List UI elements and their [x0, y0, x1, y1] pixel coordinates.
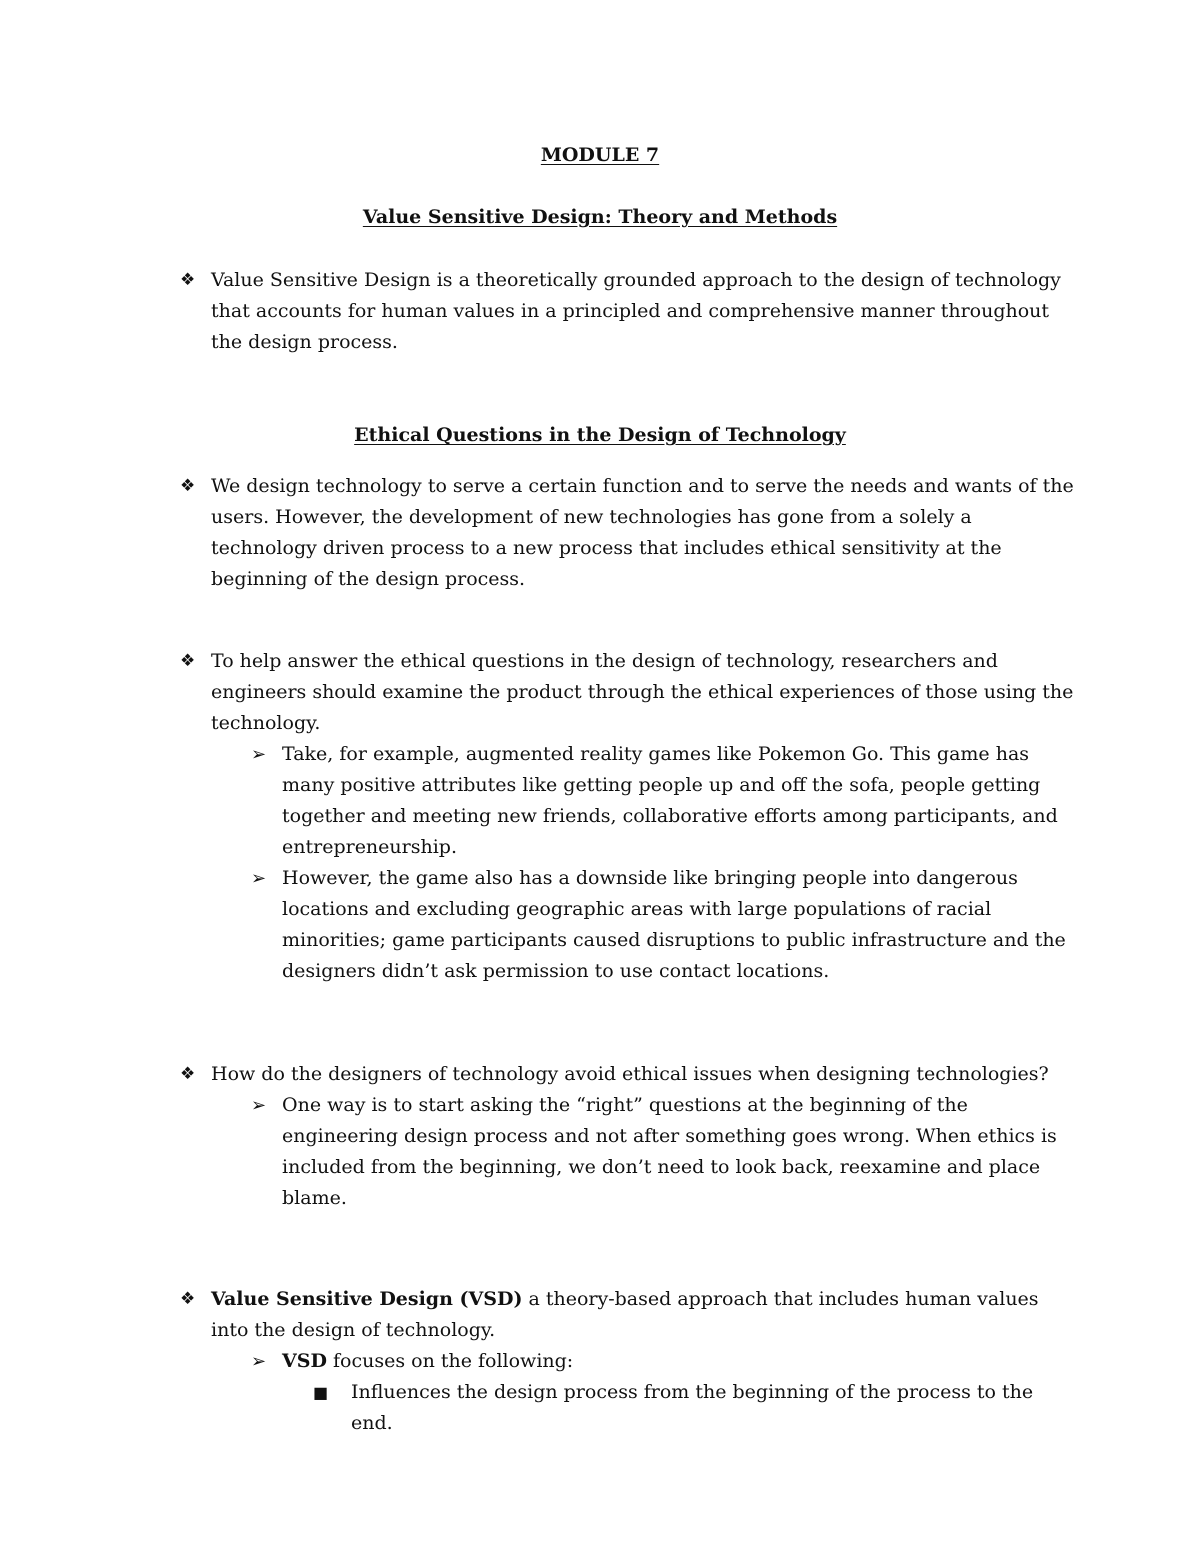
bullet-text: We design technology to serve a certain function and to serve the needs and wants of the users. However, the development of new technologies has gone from a solely a technology driven process to a new process that includes ethical sensitivity at the beginning of the design process.: [211, 475, 1074, 590]
diamond-bullet-icon: ❖: [180, 1064, 196, 1084]
sub-bullet-pokemon-go: [251, 739, 1080, 863]
bullet-text-rest: a theory-based approach that includes human values into the design of technology.: [211, 1288, 1039, 1341]
bullet-item-vsd-definition: [180, 265, 1080, 358]
square-bullet-icon: ■: [313, 1383, 329, 1402]
diamond-bullet-icon: ❖: [180, 651, 196, 671]
bullet-item-ethical-experiences: [180, 646, 1080, 987]
diamond-bullet-icon: ❖: [180, 1289, 196, 1309]
arrowhead-bullet-icon: ➢: [251, 1351, 267, 1372]
bullet-text: To help answer the ethical questions in the design of technology, researchers and engineers should examine the product through the ethical experiences of those using the technology.: [211, 650, 1074, 734]
sub-bullet-text: One way is to start asking the “right” questions at the beginning of the engineering design process and not after something goes wrong. When ethics is included from the beginning, we don’t need to look back, reexamine and place blame.: [282, 1094, 1057, 1209]
arrowhead-bullet-icon: ➢: [251, 868, 267, 889]
section-heading-ethical-questions: Ethical Questions in the Design of Technology: [354, 424, 846, 446]
sub-sub-bullet-text: Influences the design process from the beginning of the process to the end.: [351, 1381, 1034, 1434]
sub-bullet-right-questions: [251, 1090, 1080, 1214]
bullet-item-design-purpose: [180, 471, 1080, 595]
diamond-bullet-icon: ❖: [180, 270, 196, 290]
diamond-bullet-icon: ❖: [180, 476, 196, 496]
bold-term-vsd-short: VSD: [282, 1350, 327, 1372]
bullet-text: Value Sensitive Design is a theoretically grounded approach to the design of technology that accounts for human values in a principled and comprehensive manner throughout the design process.: [211, 269, 1061, 353]
sub-bullet-text: However, the game also has a downside like bringing people into dangerous locations and excluding geographic areas with large populations of racial minorities; game participants caused disruptions to public infrastructure and the designers didn’t ask permission to use contact locations.: [282, 867, 1066, 982]
arrowhead-bullet-icon: ➢: [251, 744, 267, 765]
section-heading-vsd: Value Sensitive Design: Theory and Methods: [362, 206, 838, 228]
sub-bullet-vsd-focus: [251, 1346, 1080, 1377]
sub-bullet-downside: [251, 863, 1080, 987]
bold-term-vsd: Value Sensitive Design (VSD): [211, 1288, 523, 1310]
arrowhead-bullet-icon: ➢: [251, 1095, 267, 1116]
bullet-item-vsd-theory: [180, 1284, 1080, 1439]
bullet-item-avoid-ethical-issues: [180, 1059, 1080, 1214]
sub-sub-bullet-influences: [313, 1377, 1080, 1439]
sub-bullet-text: focuses on the following:: [326, 1350, 574, 1372]
module-title: MODULE 7: [540, 144, 660, 166]
sub-bullet-text: Take, for example, augmented reality games like Pokemon Go. This game has many positive attributes like getting people up and off the sofa, people getting together and meeting new friends, collaborative efforts among participants, and entrepreneurship.: [282, 743, 1058, 858]
bullet-text: How do the designers of technology avoid ethical issues when designing technologies?: [211, 1063, 1049, 1085]
bullet-text: [211, 1284, 1080, 1346]
